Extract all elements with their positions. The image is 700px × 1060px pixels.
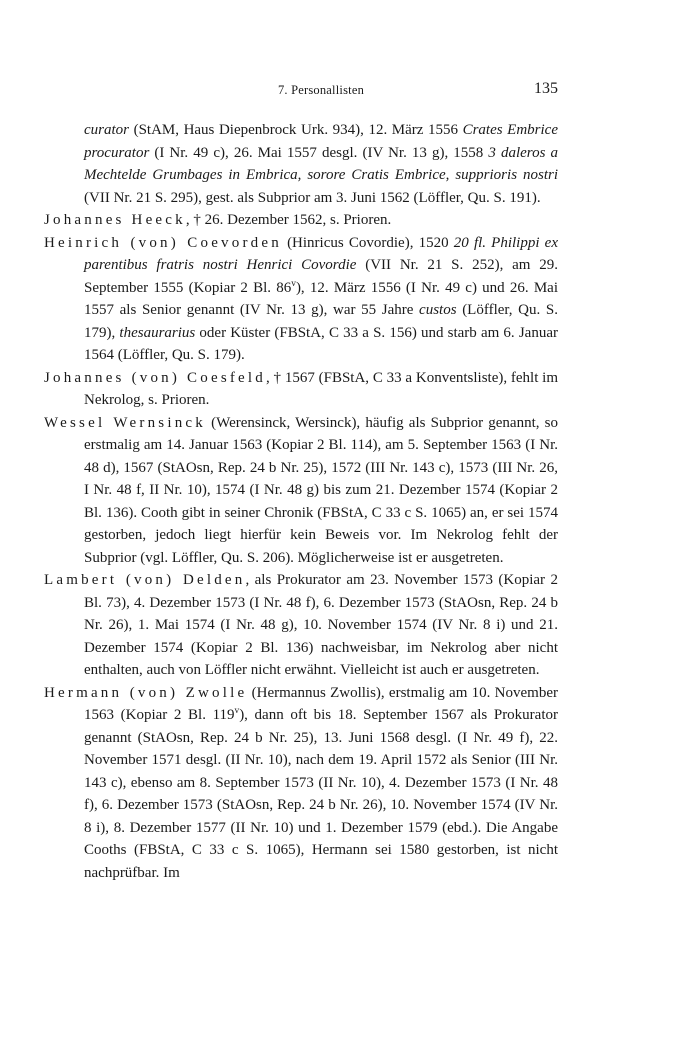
latin-quote: custos [419, 302, 457, 318]
running-title: 7. Personallisten [277, 83, 365, 97]
person-name: Wessel Wernsinck [44, 414, 206, 431]
entry-heinrich-coevorden [44, 232, 558, 367]
entry-text: , † 26. Dezember 1562, s. Prioren. [185, 212, 392, 228]
entry-text: (StAM, Haus Diepenbrock Urk. 934), 12. März 1556 [129, 122, 463, 138]
latin-quote: curator [84, 122, 129, 138]
entry-lambert-delden [44, 569, 558, 682]
entry-continuation [44, 119, 558, 209]
body-text [44, 119, 558, 884]
entry-text: (VII Nr. 21 S. 252), am 29. September 1555 (Kopiar 2 Bl. 86 [84, 257, 558, 296]
person-name: Johannes (von) Coesfeld [44, 369, 266, 386]
folio-verso-mark: v [234, 706, 240, 716]
person-name: Lambert (von) Delden [44, 572, 246, 588]
entry-text: (VII Nr. 21 S. 295), gest. als Subprior am 3. Juni 1562 (Löffler, Qu. S. 191). [84, 189, 541, 206]
person-name: Heinrich (von) Coevorden [44, 234, 282, 251]
running-header [84, 80, 558, 102]
entry-text: (Werensinck, Wersinck), häufig als Subprior genannt, so erstmalig am 14. Januar 1563 (Kopiar 2 Bl. 114), am 5. September 1563 (I Nr. 48 d), 1567 (StAOsn, Rep. 24 b Nr. 25), 1572 (III Nr. 143 c), 1573 (III Nr. 26, I Nr. 48 f, II Nr. 10), 1574 (I Nr. 48 g) bis zum 21. Dezember 1574 (Kopiar 2 Bl. 136). Cooth gibt in seiner Chronik (FBStA, C 33 c S. 1065) an, er sei 1574 gestorben, jedoch liegt hierfür kein Beweis vor. Im Nekrolog fehlt der Subprior (vgl. Löffler, Qu. S. 206). Möglicherweise ist er ausgetreten. [84, 414, 558, 566]
latin-quote: thesaurarius [119, 324, 196, 341]
folio-verso-mark: v [291, 278, 296, 289]
entry-text: (Hinricus Covordie), 1520 [281, 234, 454, 251]
page-number: 135 [534, 80, 558, 97]
entry-text: (Löffler, Qu. S. 179), [84, 302, 558, 341]
entry-hermann-zwolle [44, 682, 558, 885]
person-name: Hermann (von) Zwolle [44, 684, 248, 701]
entry-text: ), dann oft bis 18. September 1567 als Prokurator genannt (StAOsn, Rep. 24 b Nr. 25), 13. Juni 1568 desgl. (I Nr. 49 f), 22. November 1571 desgl. (II Nr. 10), nach dem 19. April 1572 als Senior (III Nr. 143 c), ebenso am 8. September 1573 (II Nr. 10), 4. Dezember 1573 (I Nr. 48 f), 6. Dezember 1573 (StAOsn, Rep. 24 b Nr. 26), 10. November 1574 (IV Nr. 8 i), 8. Dezember 1577 (II Nr. 10) und 1. Dezember 1579 (ebd.). Die Angabe Cooths (FBStA, C 33 c S. 1065), Hermann sei 1580 gestorben, ist nicht nachprüfbar. Im [84, 707, 558, 881]
latin-quote: Crates Embrice procurator [84, 122, 558, 161]
entry-johannes-coesfeld [44, 367, 558, 412]
entry-wessel-wernsinck [44, 412, 558, 570]
entry-text: (Hermannus Zwollis), erstmalig am 10. November 1563 (Kopiar 2 Bl. 119 [84, 684, 558, 723]
entry-johannes-heeck [44, 209, 558, 232]
entry-text: (I Nr. 49 c), 26. Mai 1557 desgl. (IV Nr. 13 g), 1558 [149, 144, 489, 161]
entry-text: ), 12. März 1556 (I Nr. 49 c) und 26. Mai 1557 als Senior genannt (IV Nr. 13 g), war 55 Jahre [84, 279, 559, 318]
latin-quote: 3 daleros a Mechtelde Grumbages in Embrica, sorore Cratis Embrice, supprioris nostri [84, 144, 558, 183]
entry-text: , † 1567 (FBStA, C 33 a Konventsliste), fehlt im Nekrolog, s. Prioren. [84, 369, 558, 408]
latin-quote: 20 fl. Philippi ex parentibus fratris nostri Henrici Covordie [84, 234, 558, 273]
entry-text: , als Prokurator am 23. November 1573 (Kopiar 2 Bl. 73), 4. Dezember 1573 (I Nr. 48 f), 6. Dezember 1573 (StAOsn, Rep. 24 b Nr. 26), 1. Mai 1574 (I Nr. 48 g), 10. November 1574 (IV Nr. 8 i) und 21. Dezember 1574 (Kopiar 2 Bl. 136) nachweisbar, im Nekrolog aber nicht enthalten, auch von Löffler nicht erwähnt. Vielleicht ist auch er ausgetreten. [84, 572, 558, 678]
entry-text: oder Küster (FBStA, C 33 a S. 156) und starb am 6. Januar 1564 (Löffler, Qu. S. 179). [84, 324, 558, 363]
person-name: Johannes Heeck [44, 212, 186, 228]
